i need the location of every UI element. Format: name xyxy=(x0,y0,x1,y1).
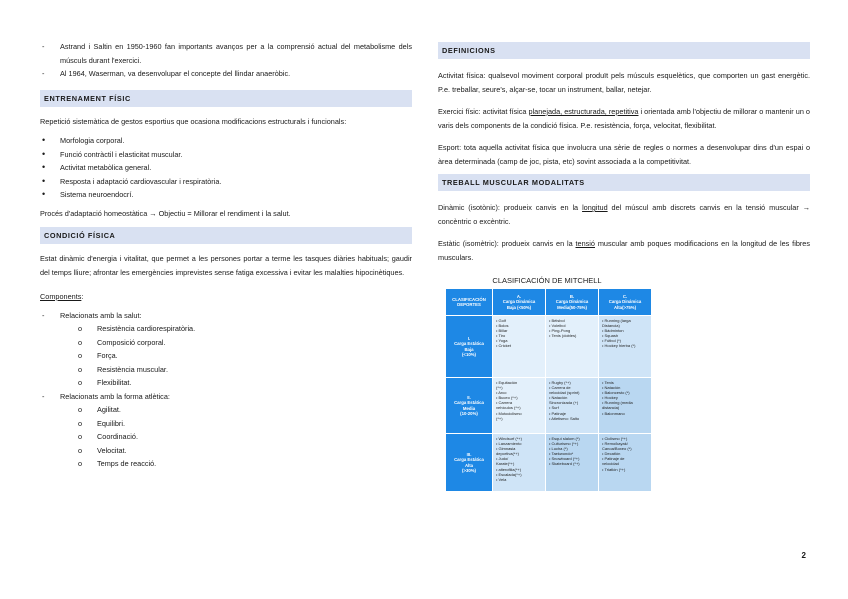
salut-list xyxy=(40,322,412,390)
section-heading-condicio: CONDICIÓ FÍSICA xyxy=(40,227,412,244)
intro-list xyxy=(40,40,412,81)
entrenament-list xyxy=(40,134,412,202)
list-item: - Al 1964, Waserman, va desenvolupar el concepte del llindar anaeròbic. xyxy=(40,67,412,81)
mitchell-cell: • Equitación (*+) • Arco • Buceo (*+) • Carrera vehículos (*+) • Motociclismo (*+) xyxy=(493,378,545,433)
list-item: o Força. xyxy=(40,349,412,363)
esport-definition: Esport: tota aquella activitat física que involucra una sèrie de regles o normes a desenvolupar dins d'un espai o àrea determinada (camp de joc, pista, etc) sovint associada a la competitivitat. xyxy=(438,143,810,166)
section-heading-entrenament: ENTRENAMENT FÍSIC xyxy=(40,90,412,107)
mitchell-cell: • Running (larga Distancia) • Bádminton • Squash • Fútbol (*) • Hockey hierba (*) xyxy=(599,316,651,377)
mitchell-col-head: C. Carga Dinámica Alta(>75%) xyxy=(599,289,651,315)
entrenament-definition: Repetició sistemàtica de gestos esportius que ocasiona modificacions estructurals i funcionals: xyxy=(40,116,347,126)
list-item: o Agilitat. xyxy=(40,403,412,417)
mitchell-cell: • Béisbol • Voleibol • Ping-Pong • Tenis (dobles) xyxy=(546,316,598,377)
estatic-definition: Estàtic (isomètric): produeix canvis en la tensió muscular amb poques modificacions en la longitud de les fibres musculars. xyxy=(438,239,811,262)
mitchell-cell: • Tenis • Natación • Baloncesto (*) • Hockey • Running (media distancia) • Balonmano xyxy=(599,378,651,433)
mitchell-col-head: A. Carga Dinámica Baja (<50%) xyxy=(493,289,545,315)
components-list xyxy=(40,309,412,323)
section-heading-treball: TREBALL MUSCULAR MODALITATS xyxy=(438,174,810,191)
mitchell-grid xyxy=(446,289,648,491)
components-label: Components: xyxy=(40,292,84,301)
list-item: o Flexibilitat. xyxy=(40,376,412,390)
mitchell-cell: • Rugby (*+) • Carrera de velocidad (sprint) • Natación Sincronizada (+) • Surf • Patinaje • Atletismo: Salto xyxy=(546,378,598,433)
list-item: • Activitat metabòlica general. xyxy=(40,161,412,175)
dinamic-definition: Dinàmic (isotònic): produeix canvis en la longitud del múscul amb discrets canvis en la tensió muscular → concèntric o excèntric. xyxy=(438,203,810,226)
atletica-list xyxy=(40,403,412,471)
list-item: • Morfologia corporal. xyxy=(40,134,412,148)
page-number: 2 xyxy=(801,551,806,560)
right-column xyxy=(438,40,810,491)
list-item: o Resistència cardiorespiratòria. xyxy=(40,322,412,336)
list-item: o Temps de reacció. xyxy=(40,457,412,471)
list-item: • Funció contràctil i elasticitat muscular. xyxy=(40,148,412,162)
mitchell-table xyxy=(446,276,648,491)
mitchell-col-head: B. Carga Dinámica Media(50-75%) xyxy=(546,289,598,315)
list-item: o Coordinació. xyxy=(40,430,412,444)
left-column xyxy=(40,40,412,471)
list-item: • Sistema neuroendocrí. xyxy=(40,188,412,202)
mitchell-row-head: I. Carga Estática Baja (<10%) xyxy=(446,316,492,377)
atletica-label: - Relacionats amb la forma atlètica: xyxy=(40,390,412,404)
activitat-definition: Activitat física: qualsevol moviment corporal produït pels músculs esquelètics, que comporten un gast energètic. P.e. treballar, seure's, alçar-se, tocar un instrument, ballar, netejar. xyxy=(438,71,810,94)
section-heading-definicions: DEFINICIONS xyxy=(438,42,810,59)
condicio-definition: Estat dinàmic d'energia i vitalitat, que permet a les persones portar a terme les tasques diàries habituals; gaudir del temps lliure; afrontar les emergències imprevistes sense fatiga excessiva i evitar les malalties hipocinètiques. xyxy=(40,254,412,277)
mitchell-cell: • Esquí slalom (*) • Culturismo (*+) • Lucha (*) • Taekwondo* • Snowboard (*+) • Skateboard (*+) xyxy=(546,434,598,491)
mitchell-cell: • Windsurf (*+) • Lanzamiento • Gimnasia deportiva(*+) • Judo/ Karate(*+) • alterofilia(*+) • Escalada(*+) • Vela xyxy=(493,434,545,491)
mitchell-row-head: II. Carga Estática Media (10-20%) xyxy=(446,378,492,433)
entrenament-process: Procés d'adaptació homeostàtica → Objectiu = Millorar el rendiment i la salut. xyxy=(40,208,291,218)
list-item: - Astrand i Saltin en 1950-1960 fan importants avanços per a la comprensió actual del metabolisme dels músculs durant l'exercici. xyxy=(40,40,412,67)
list-item: o Equilibri. xyxy=(40,417,412,431)
mitchell-row-head: III. Carga Estática Alta (>30%) xyxy=(446,434,492,491)
exercici-definition: Exercici físic: activitat física planejada, estructurada, repetitiva i orientada amb l'objectiu de millorar o mantenir un o varis dels components de la condició física. P.e. resistència, força, velocitat, flexibilitat. xyxy=(438,107,810,130)
list-item: o Composició corporal. xyxy=(40,336,412,350)
list-item: o Resistència muscular. xyxy=(40,363,412,377)
list-item: • Resposta i adaptació cardiovascular i respiratòria. xyxy=(40,175,412,189)
list-item: o Velocitat. xyxy=(40,444,412,458)
salut-label: - Relacionats amb la salut: xyxy=(40,309,412,323)
mitchell-title: CLASIFICACIÓN DE MITCHELL xyxy=(492,276,602,285)
mitchell-corner: CLASIFICACIÓN DEPORTES xyxy=(446,289,492,315)
mitchell-cell: • Golf • Bolos • Billar • Tiro • Yoga • Cricket xyxy=(493,316,545,377)
mitchell-cell: • Ciclismo (*+) • Remo/kayak/ Canoa/Boxeo (*) • Decatlón • Patinaje de velocidad • Triatlón (*+) xyxy=(599,434,651,491)
